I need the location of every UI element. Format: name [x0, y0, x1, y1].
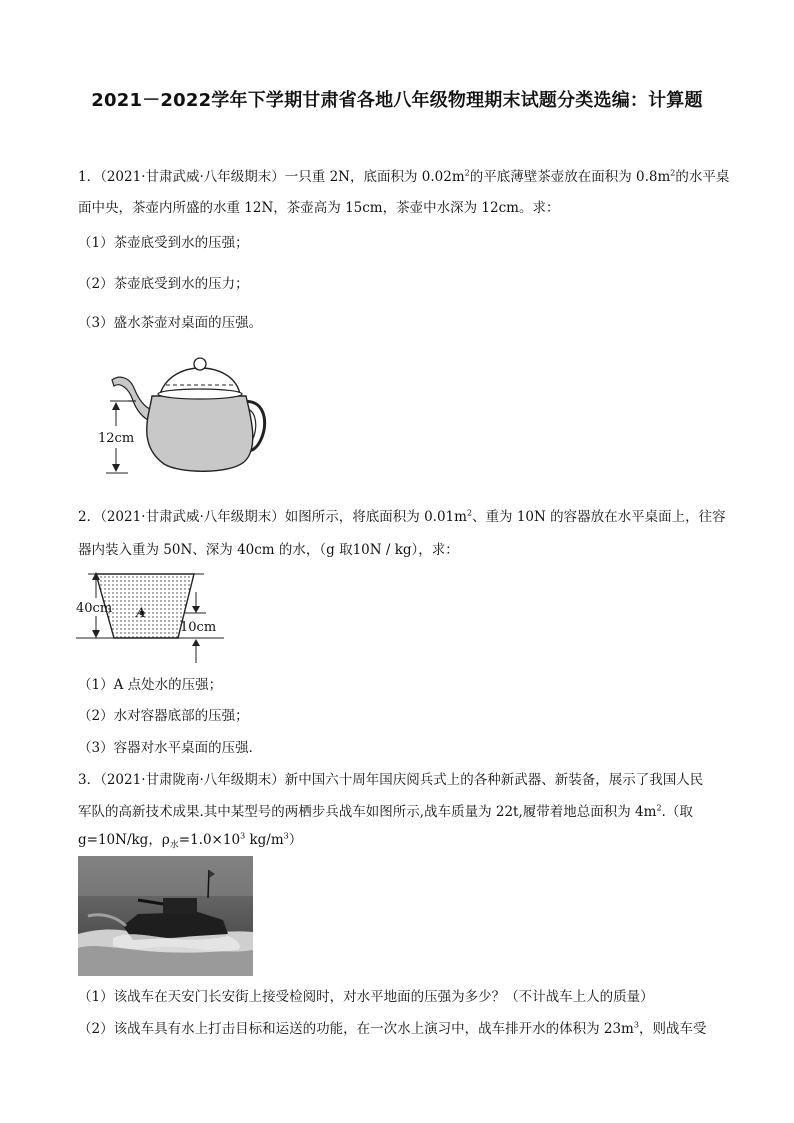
q3-sub2-text-a: （2）该战车具有水上打击目标和运送的功能，在一次水上演习中，战车排开水的体积为 23m [78, 1021, 634, 1037]
q1-stem-line2: 面中央，茶壶内所盛的水重 12N，茶壶高为 15cm，茶壶中水深为 12cm。求： [78, 200, 560, 216]
q3-text-rho: =1.0×10 [178, 832, 241, 848]
q1-sub3: （3）盛水茶壶对桌面的压强。 [78, 315, 263, 331]
point-a-label: A [136, 606, 146, 621]
q3-text-b: .（取 [661, 804, 693, 820]
q3-text-g: g=10N/kg，ρ [78, 832, 170, 848]
q1-text-c: 的水平桌 [675, 169, 730, 185]
q3-text-a: 军队的高新技术成果.其中某型号的两栖步兵战车如图所示,战车质量为 22t,履带着地总面积为 4m [78, 804, 657, 820]
q3-sup-area: 2 [656, 803, 662, 813]
q1-text-a: 1．（2021·甘肃武威·八年级期末）一只重 2N，底面积为 0.02m [78, 169, 465, 185]
q1-sup-area: 2 [464, 168, 470, 178]
q3-stem-line1: 3．（2021·甘肃陇南·八年级期末）新中国六十周年国庆阅兵式上的各种新武器、新装备，展示了我国人民 [78, 772, 704, 788]
q2-stem-line1 [78, 508, 726, 526]
q2-text-a: 2．（2021·甘肃武威·八年级期末）如图所示，将底面积为 0.01m [78, 509, 467, 525]
q1-text-b: 的平底薄壁茶壶放在面积为 0.8m [469, 169, 671, 185]
q2-sub2: （2）水对容器底部的压强； [78, 708, 249, 724]
container-figure [76, 568, 226, 668]
q2-sub3: （3）容器对水平桌面的压强． [78, 740, 263, 756]
q3-rho-sub: 水 [169, 840, 179, 851]
teapot-depth-label: 12cm [98, 431, 135, 446]
q3-stem-line3 [78, 831, 302, 849]
q2-stem-line2: 器内装入重为 50N、深为 40cm 的水，（g 取10N / kg），求： [78, 542, 459, 558]
q1-sup-table: 2 [670, 168, 676, 178]
q2-sub1: （1）A 点处水的压强； [78, 677, 223, 693]
q2-text-b: 、重为 10N 的容器放在水平桌面上，往容 [472, 509, 726, 525]
container-height-label: 10cm [180, 620, 217, 635]
teapot-figure [80, 352, 280, 482]
q3-text-close: ） [288, 832, 303, 848]
amphibious-tank-photo [78, 856, 253, 976]
q1-sub1: （1）茶壶底受到水的压强； [78, 235, 249, 251]
q3-sup-volume: 3 [633, 1020, 639, 1030]
q3-sup-unit: 3 [283, 831, 289, 841]
page-title: 2021－2022学年下学期甘肃省各地八年级物理期末试题分类选编：计算题 [91, 90, 703, 111]
q3-stem-line2 [78, 803, 693, 821]
q3-sub1: （1）该战车在天安门长安街上接受检阅时，对水平地面的压强为多少？（不计战车上人的质量） [78, 989, 654, 1005]
q2-sup-area: 2 [466, 508, 473, 518]
q3-sub2 [78, 1020, 706, 1038]
q3-sub2-text-b: ，则战车受 [638, 1021, 707, 1037]
q3-sup-exp: 3 [240, 831, 246, 841]
q1-sub2: （2）茶壶底受到水的压力； [78, 276, 249, 292]
q1-stem-line1 [78, 168, 729, 186]
container-depth-label: 40cm [76, 601, 113, 616]
q3-text-unit: kg/m [245, 832, 284, 848]
